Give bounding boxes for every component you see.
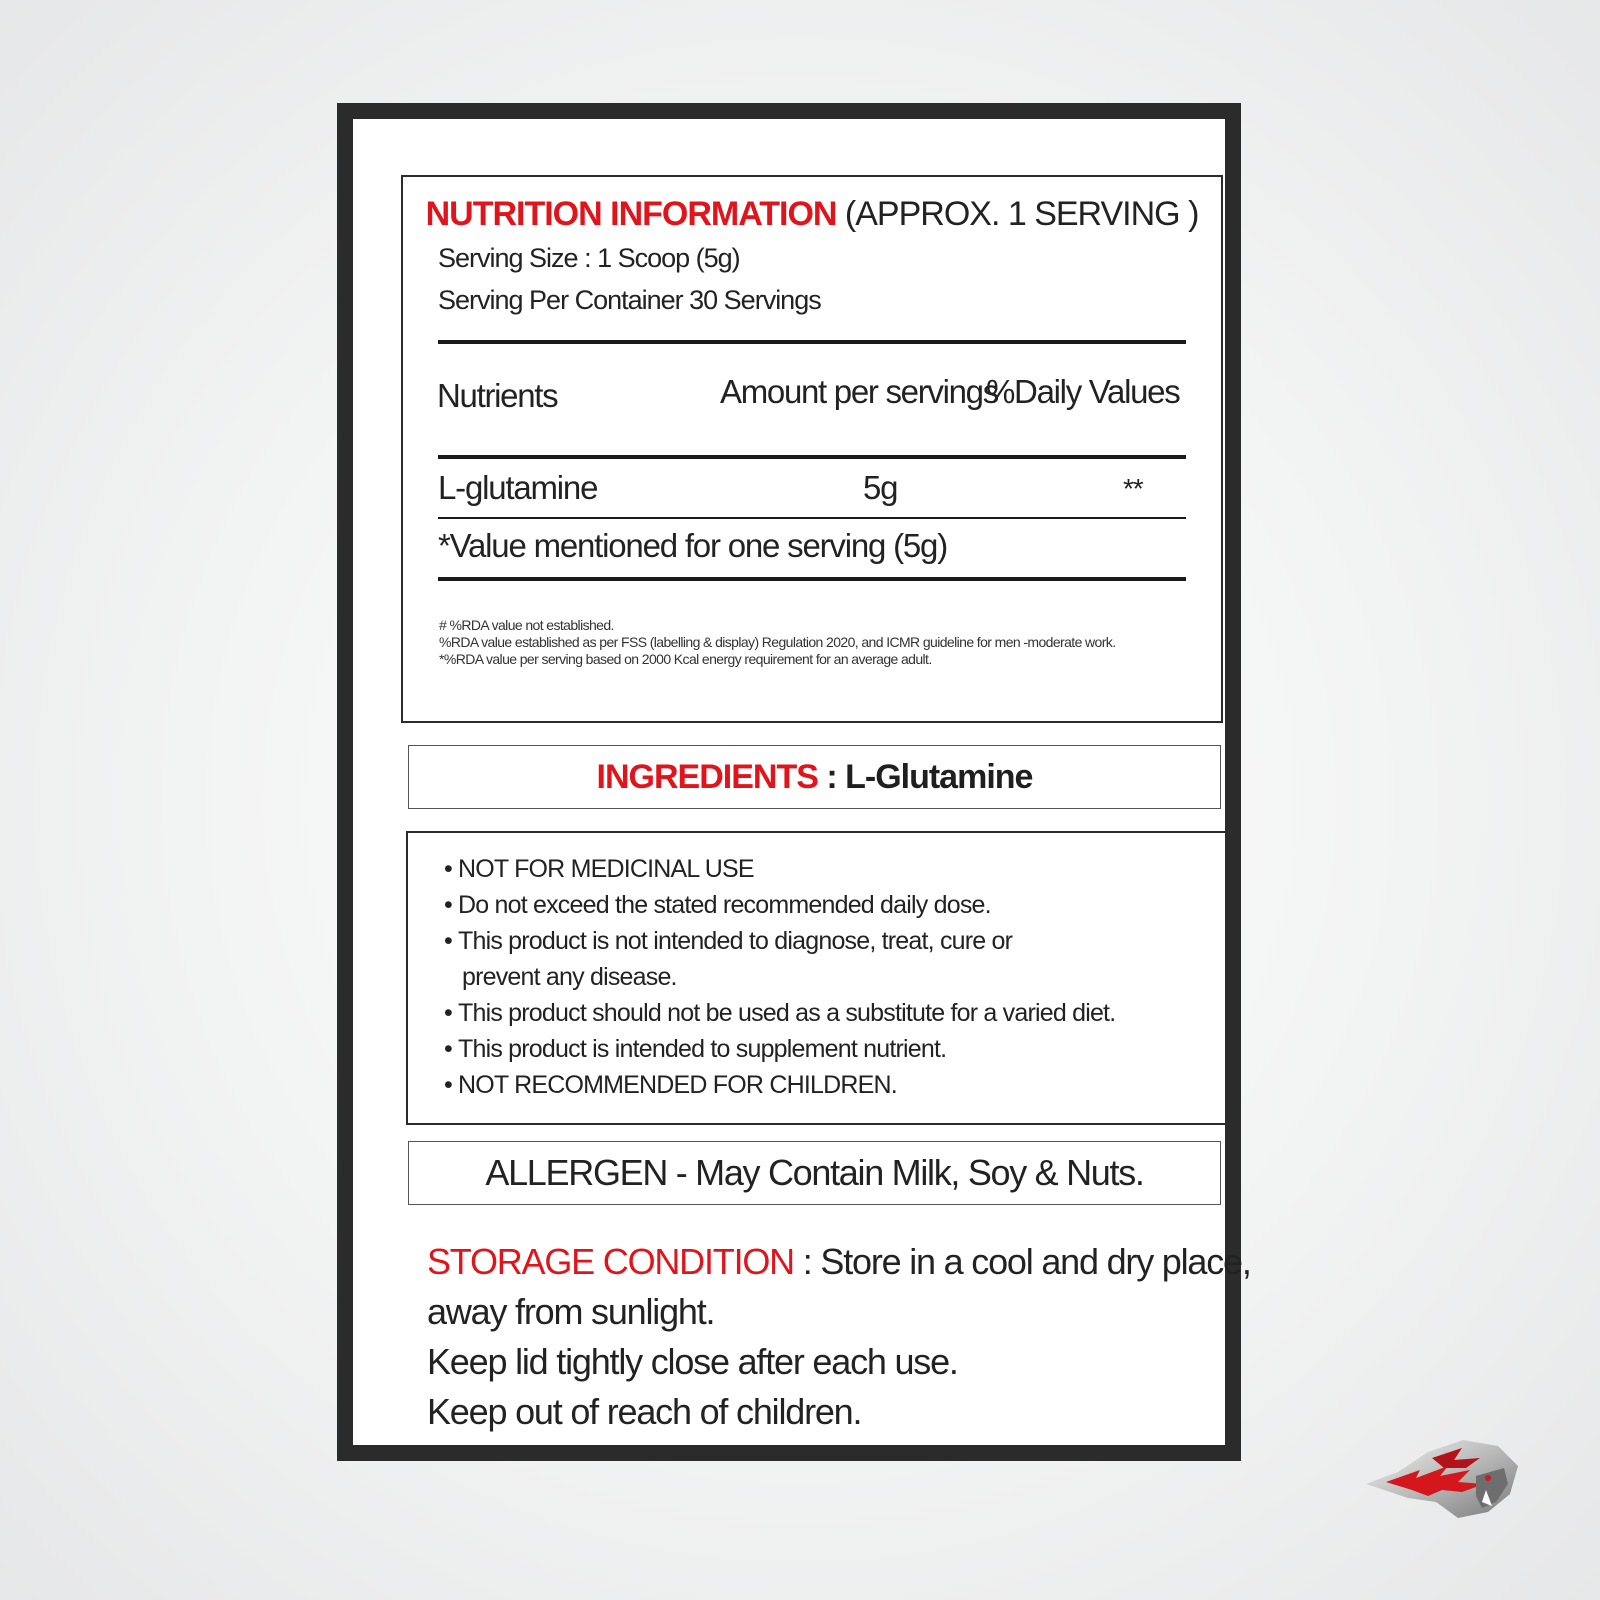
storage-line-1 bbox=[427, 1237, 1251, 1287]
storage-text: : Store in a cool and dry place, bbox=[793, 1241, 1251, 1282]
bullet-icon: • bbox=[444, 927, 452, 955]
serving-size: Serving Size : 1 Scoop (5g) bbox=[438, 243, 740, 273]
serving-note: *Value mentioned for one serving (5g) bbox=[438, 527, 947, 564]
ingredients-value: L-Glutamine bbox=[845, 758, 1033, 796]
warning-item bbox=[444, 851, 1115, 887]
ingredients-label: INGREDIENTS bbox=[596, 758, 818, 796]
warning-text: This product is not intended to diagnose, treat, cure or bbox=[458, 927, 1013, 955]
storage-line-2: away from sunlight. bbox=[427, 1291, 715, 1332]
nutrition-title bbox=[403, 195, 1221, 234]
header-amount: Amount per servings bbox=[720, 373, 998, 410]
bullet-icon: • bbox=[444, 1035, 452, 1063]
storage-label: STORAGE CONDITION bbox=[427, 1241, 794, 1282]
nutrient-name: L-glutamine bbox=[438, 469, 598, 506]
header-nutrients: Nutrients bbox=[437, 377, 558, 414]
warning-item bbox=[444, 995, 1115, 1031]
warning-text: This product is intended to supplement nutrient. bbox=[458, 1035, 947, 1063]
warning-item bbox=[444, 1067, 1115, 1103]
allergen-panel: ALLERGEN - May Contain Milk, Soy & Nuts. bbox=[408, 1141, 1221, 1205]
footnote: %RDA value established as per FSS (labelling & display) Regulation 2020, and ICMR guideline for men -moderate work. bbox=[439, 634, 1116, 650]
storage-condition bbox=[427, 1237, 1251, 1437]
warning-text: This product should not be used as a substitute for a varied diet. bbox=[458, 999, 1116, 1027]
ingredients-separator: : bbox=[817, 758, 846, 796]
bullet-icon: • bbox=[444, 891, 452, 919]
divider-thin bbox=[438, 517, 1186, 519]
bullet-icon: • bbox=[444, 999, 452, 1027]
nutrition-information-panel bbox=[401, 175, 1223, 723]
footnote: # %RDA value not established. bbox=[439, 617, 614, 633]
warning-text: NOT FOR MEDICINAL USE bbox=[458, 855, 754, 883]
tiger-head-icon bbox=[1358, 1432, 1528, 1522]
bullet-icon: • bbox=[444, 855, 452, 883]
divider-thick bbox=[438, 340, 1186, 344]
warning-item bbox=[444, 887, 1115, 923]
storage-line-4: Keep out of reach of children. bbox=[427, 1391, 862, 1432]
warnings-panel bbox=[406, 831, 1228, 1125]
warnings-list bbox=[444, 851, 1115, 1103]
storage-line-3: Keep lid tightly close after each use. bbox=[427, 1341, 958, 1382]
warning-text: Do not exceed the stated recommended daily dose. bbox=[458, 891, 991, 919]
nutrition-title-serving: (APPROX. 1 SERVING ) bbox=[844, 195, 1199, 233]
footnote: *%RDA value per serving based on 2000 Kcal energy requirement for an average adult. bbox=[439, 651, 932, 667]
divider-thick bbox=[438, 455, 1186, 459]
warning-text-continuation: prevent any disease. bbox=[462, 963, 677, 991]
warning-text: NOT RECOMMENDED FOR CHILDREN. bbox=[458, 1071, 897, 1099]
warning-item bbox=[444, 1031, 1115, 1067]
label-card bbox=[337, 103, 1251, 1461]
ingredients-panel bbox=[408, 745, 1221, 809]
bullet-icon: • bbox=[444, 1071, 452, 1099]
warning-item bbox=[444, 923, 1115, 995]
nutrition-title-label: NUTRITION INFORMATION bbox=[425, 195, 837, 233]
servings-per-container: Serving Per Container 30 Servings bbox=[438, 285, 821, 315]
header-daily-values: %Daily Values bbox=[986, 373, 1180, 410]
divider-thick bbox=[438, 577, 1186, 581]
nutrient-daily-value: ** bbox=[1123, 473, 1143, 504]
nutrient-amount: 5g bbox=[863, 469, 898, 506]
